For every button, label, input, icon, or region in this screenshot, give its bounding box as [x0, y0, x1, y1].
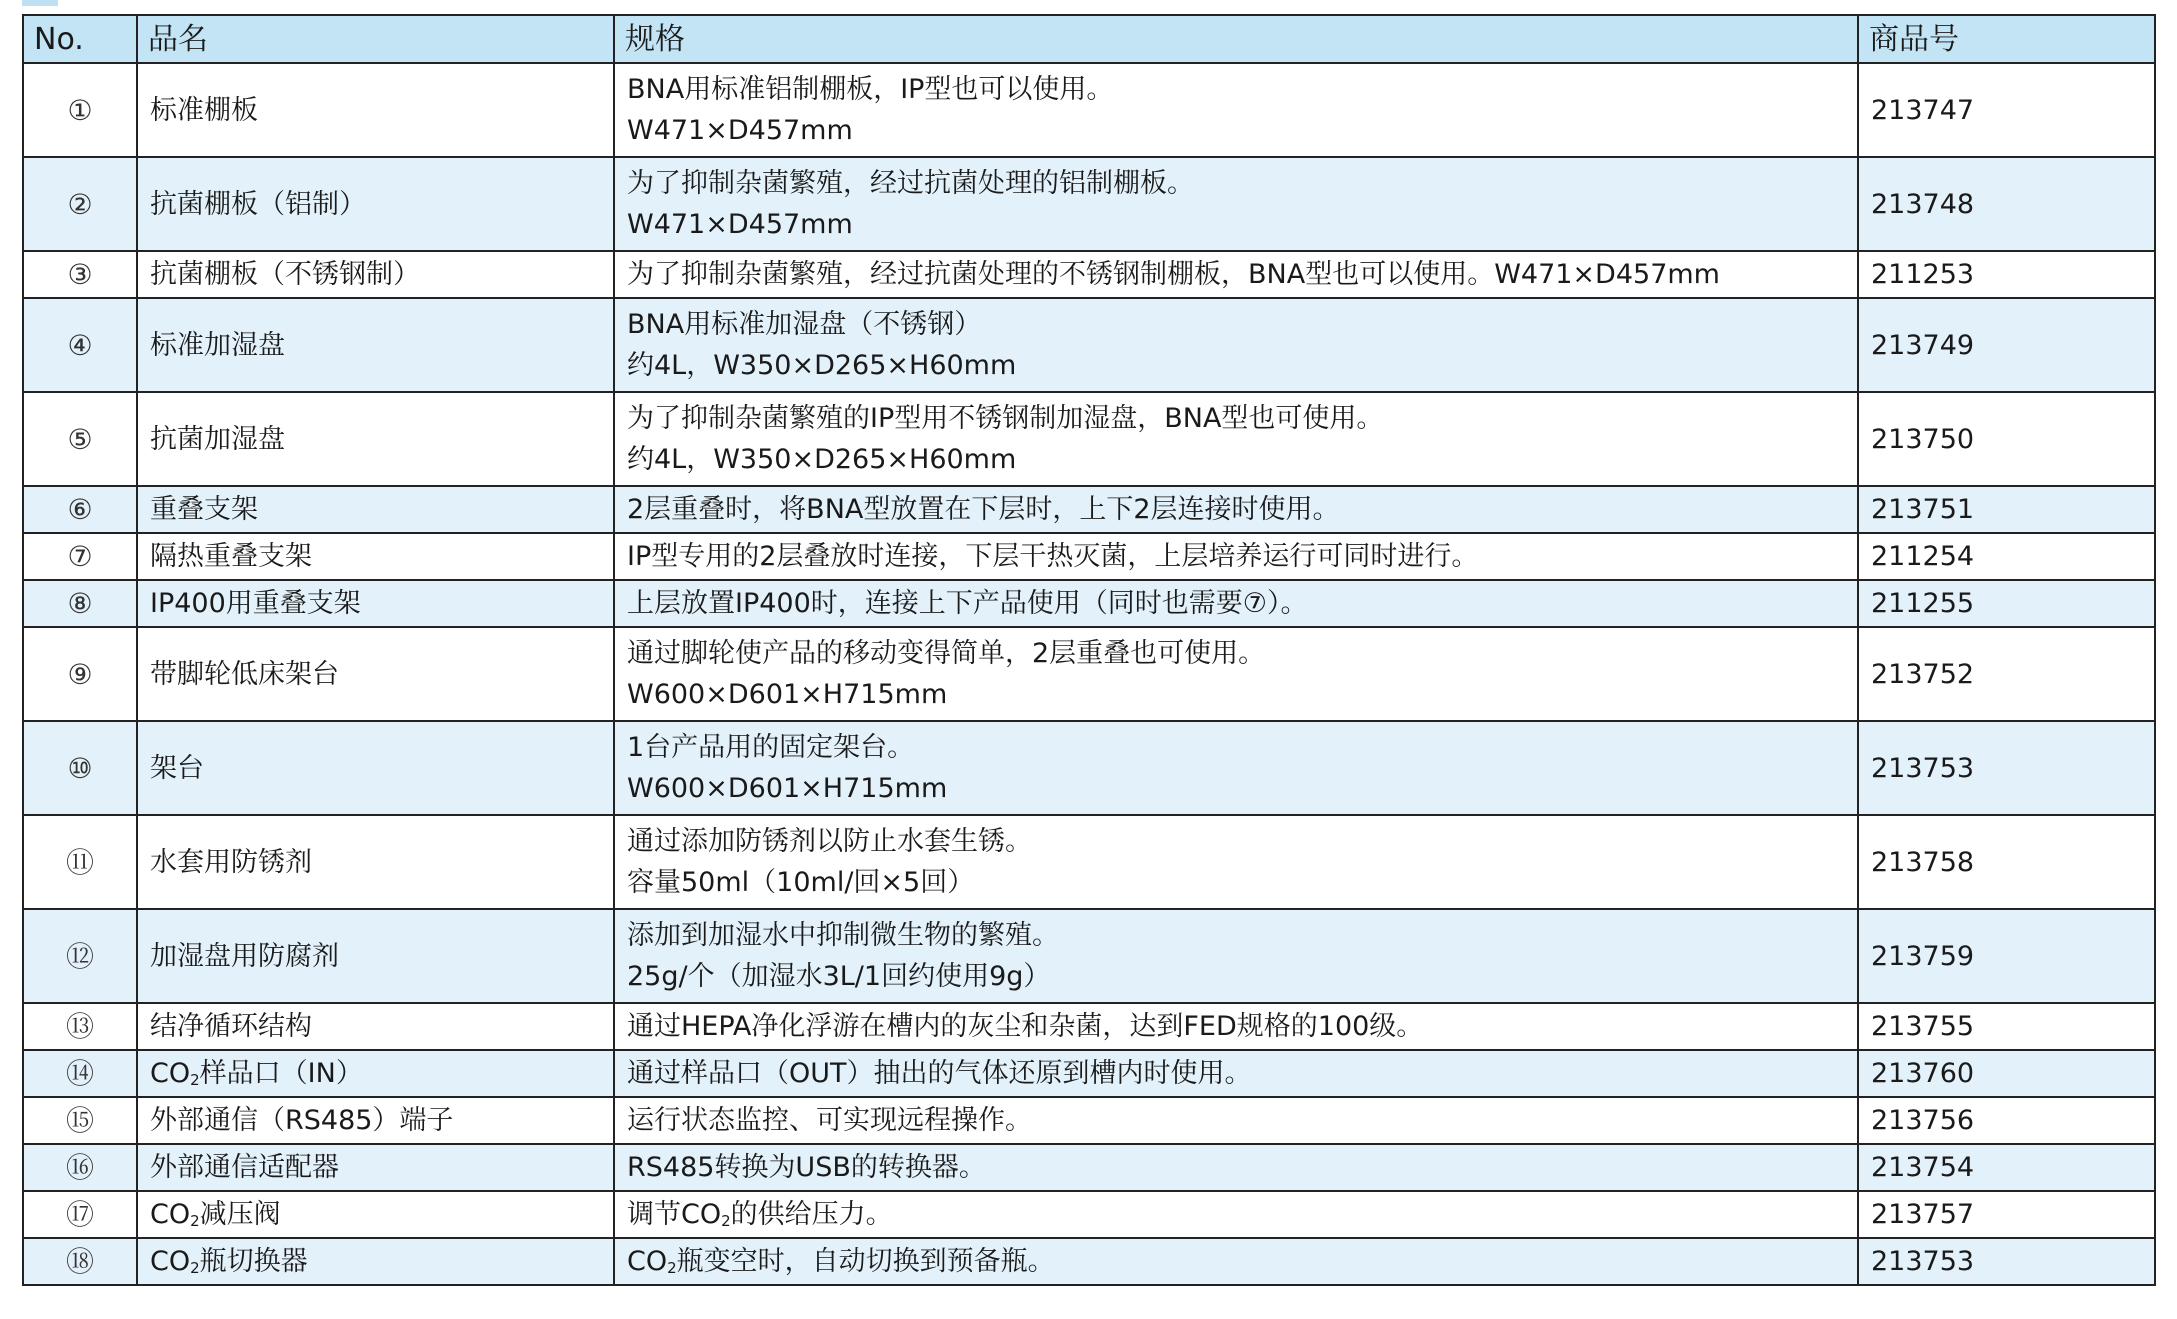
product-code: 213759 — [1858, 909, 2155, 1003]
row-number: ⑬ — [23, 1003, 137, 1050]
spec-line: 通过添加防锈剂以防止水套生锈。 — [627, 826, 1032, 857]
spec-line: 添加到加湿水中抑制微生物的繁殖。 — [627, 920, 1059, 951]
product-code: 213756 — [1858, 1097, 2155, 1144]
product-name: 标准棚板 — [137, 63, 614, 157]
spec-line: BNA用标准铝制棚板，IP型也可以使用。 — [627, 74, 1114, 105]
row-number: ① — [23, 63, 137, 157]
spec-line: BNA用标准加湿盘（不锈钢） — [627, 309, 982, 340]
product-name: 抗菌棚板（不锈钢制） — [137, 251, 614, 298]
row-number: ⑨ — [23, 627, 137, 721]
product-code: 213753 — [1858, 721, 2155, 815]
product-code: 213747 — [1858, 63, 2155, 157]
table-row — [23, 1144, 2155, 1191]
product-spec — [614, 627, 1858, 721]
product-code: 213748 — [1858, 157, 2155, 251]
product-name: 隔热重叠支架 — [137, 533, 614, 580]
table-row — [23, 815, 2155, 909]
row-number: ⑯ — [23, 1144, 137, 1191]
table-row — [23, 392, 2155, 486]
product-name: 抗菌棚板（铝制） — [137, 157, 614, 251]
table-row — [23, 1097, 2155, 1144]
row-number: ④ — [23, 298, 137, 392]
table-row — [23, 1238, 2155, 1285]
table-row — [23, 627, 2155, 721]
spec-line: 上层放置IP400时，连接上下产品使用（同时也需要⑦）。 — [627, 588, 1308, 619]
product-spec — [614, 1003, 1858, 1050]
spec-line: 2层重叠时，将BNA型放置在下层时，上下2层连接时使用。 — [627, 494, 1340, 525]
table-row — [23, 721, 2155, 815]
product-code: 213750 — [1858, 392, 2155, 486]
row-number: ⑪ — [23, 815, 137, 909]
product-code: 211255 — [1858, 580, 2155, 627]
product-spec — [614, 157, 1858, 251]
table-row — [23, 298, 2155, 392]
product-name: IP400用重叠支架 — [137, 580, 614, 627]
spec-line: 为了抑制杂菌繁殖，经过抗菌处理的不锈钢制棚板，BNA型也可以使用。W471×D457mm — [627, 259, 1720, 290]
header-no: No. — [23, 15, 137, 63]
spec-line: $CO_2$瓶变空时，自动切换到预备瓶。 — [627, 1246, 1055, 1277]
product-spec — [614, 298, 1858, 392]
spec-line: 1台产品用的固定架台。 — [627, 732, 915, 763]
spec-line: 容量50ml（10ml/回×5回） — [627, 867, 975, 898]
header-code: 商品号 — [1858, 15, 2155, 63]
product-code: 213755 — [1858, 1003, 2155, 1050]
spec-line: 约4L，W350×D265×H60mm — [627, 350, 1017, 381]
product-spec — [614, 1144, 1858, 1191]
product-spec — [614, 909, 1858, 1003]
product-name: 加湿盘用防腐剂 — [137, 909, 614, 1003]
table-row — [23, 251, 2155, 298]
product-spec — [614, 1050, 1858, 1097]
spec-line: IP型专用的2层叠放时连接，下层干热灭菌，上层培养运行可同时进行。 — [627, 541, 1479, 572]
table-body — [23, 63, 2155, 1285]
spec-line: 约4L，W350×D265×H60mm — [627, 444, 1017, 475]
product-name: $CO_2$瓶切换器 — [137, 1238, 614, 1285]
header-spec: 规格 — [614, 15, 1858, 63]
product-code: 213753 — [1858, 1238, 2155, 1285]
product-code: 213749 — [1858, 298, 2155, 392]
row-number: ⑦ — [23, 533, 137, 580]
spec-line: RS485转换为USB的转换器。 — [627, 1152, 986, 1183]
product-code: 213754 — [1858, 1144, 2155, 1191]
table-row — [23, 580, 2155, 627]
product-code: 211254 — [1858, 533, 2155, 580]
product-code: 213752 — [1858, 627, 2155, 721]
product-code: 213751 — [1858, 486, 2155, 533]
product-spec — [614, 486, 1858, 533]
spec-line: 通过脚轮使产品的移动变得简单，2层重叠也可使用。 — [627, 638, 1266, 669]
product-name: 外部通信（RS485）端子 — [137, 1097, 614, 1144]
product-spec — [614, 721, 1858, 815]
table-row — [23, 63, 2155, 157]
product-spec — [614, 533, 1858, 580]
row-number: ⑤ — [23, 392, 137, 486]
product-spec — [614, 251, 1858, 298]
table-row — [23, 1050, 2155, 1097]
row-number: ⑩ — [23, 721, 137, 815]
product-name: 抗菌加湿盘 — [137, 392, 614, 486]
spec-line: W471×D457mm — [627, 115, 853, 146]
table-row — [23, 486, 2155, 533]
product-name: 水套用防锈剂 — [137, 815, 614, 909]
spec-line: 为了抑制杂菌繁殖的IP型用不锈钢制加湿盘，BNA型也可使用。 — [627, 403, 1384, 434]
product-code: 213760 — [1858, 1050, 2155, 1097]
product-spec — [614, 1191, 1858, 1238]
product-code: 211253 — [1858, 251, 2155, 298]
spec-line: W471×D457mm — [627, 209, 853, 240]
spec-line: 为了抑制杂菌繁殖，经过抗菌处理的铝制棚板。 — [627, 168, 1194, 199]
row-number: ⑫ — [23, 909, 137, 1003]
corner-marker — [22, 0, 58, 6]
product-spec — [614, 63, 1858, 157]
spec-line: 调节$CO_2$的供给压力。 — [627, 1199, 893, 1230]
row-number: ③ — [23, 251, 137, 298]
row-number: ⑰ — [23, 1191, 137, 1238]
product-name: 带脚轮低床架台 — [137, 627, 614, 721]
product-spec — [614, 392, 1858, 486]
row-number: ② — [23, 157, 137, 251]
product-code: 213757 — [1858, 1191, 2155, 1238]
row-number: ⑱ — [23, 1238, 137, 1285]
product-spec — [614, 1097, 1858, 1144]
product-name: $CO_2$减压阀 — [137, 1191, 614, 1238]
product-name: $CO_2$样品口（IN） — [137, 1050, 614, 1097]
accessory-spec-table — [22, 14, 2156, 1286]
table-row — [23, 533, 2155, 580]
product-name: 重叠支架 — [137, 486, 614, 533]
spec-line: W600×D601×H715mm — [627, 679, 948, 710]
product-spec — [614, 580, 1858, 627]
row-number: ⑥ — [23, 486, 137, 533]
product-code: 213758 — [1858, 815, 2155, 909]
row-number: ⑭ — [23, 1050, 137, 1097]
product-name: 外部通信适配器 — [137, 1144, 614, 1191]
header-row — [23, 15, 2155, 63]
product-spec — [614, 1238, 1858, 1285]
table-row — [23, 157, 2155, 251]
table-row — [23, 1191, 2155, 1238]
header-name: 品名 — [137, 15, 614, 63]
table-row — [23, 1003, 2155, 1050]
table-row — [23, 909, 2155, 1003]
spec-line: 通过样品口（OUT）抽出的气体还原到槽内时使用。 — [627, 1058, 1252, 1089]
product-name: 结净循环结构 — [137, 1003, 614, 1050]
row-number: ⑮ — [23, 1097, 137, 1144]
spec-line: 通过HEPA净化浮游在槽内的灰尘和杂菌，达到FED规格的100级。 — [627, 1011, 1424, 1042]
product-name: 架台 — [137, 721, 614, 815]
row-number: ⑧ — [23, 580, 137, 627]
product-spec — [614, 815, 1858, 909]
spec-line: W600×D601×H715mm — [627, 773, 948, 804]
table-header — [23, 15, 2155, 63]
spec-line: 运行状态监控、可实现远程操作。 — [627, 1105, 1032, 1136]
product-name: 标准加湿盘 — [137, 298, 614, 392]
spec-line: 25g/个（加湿水3L/1回约使用9g） — [627, 961, 1051, 992]
